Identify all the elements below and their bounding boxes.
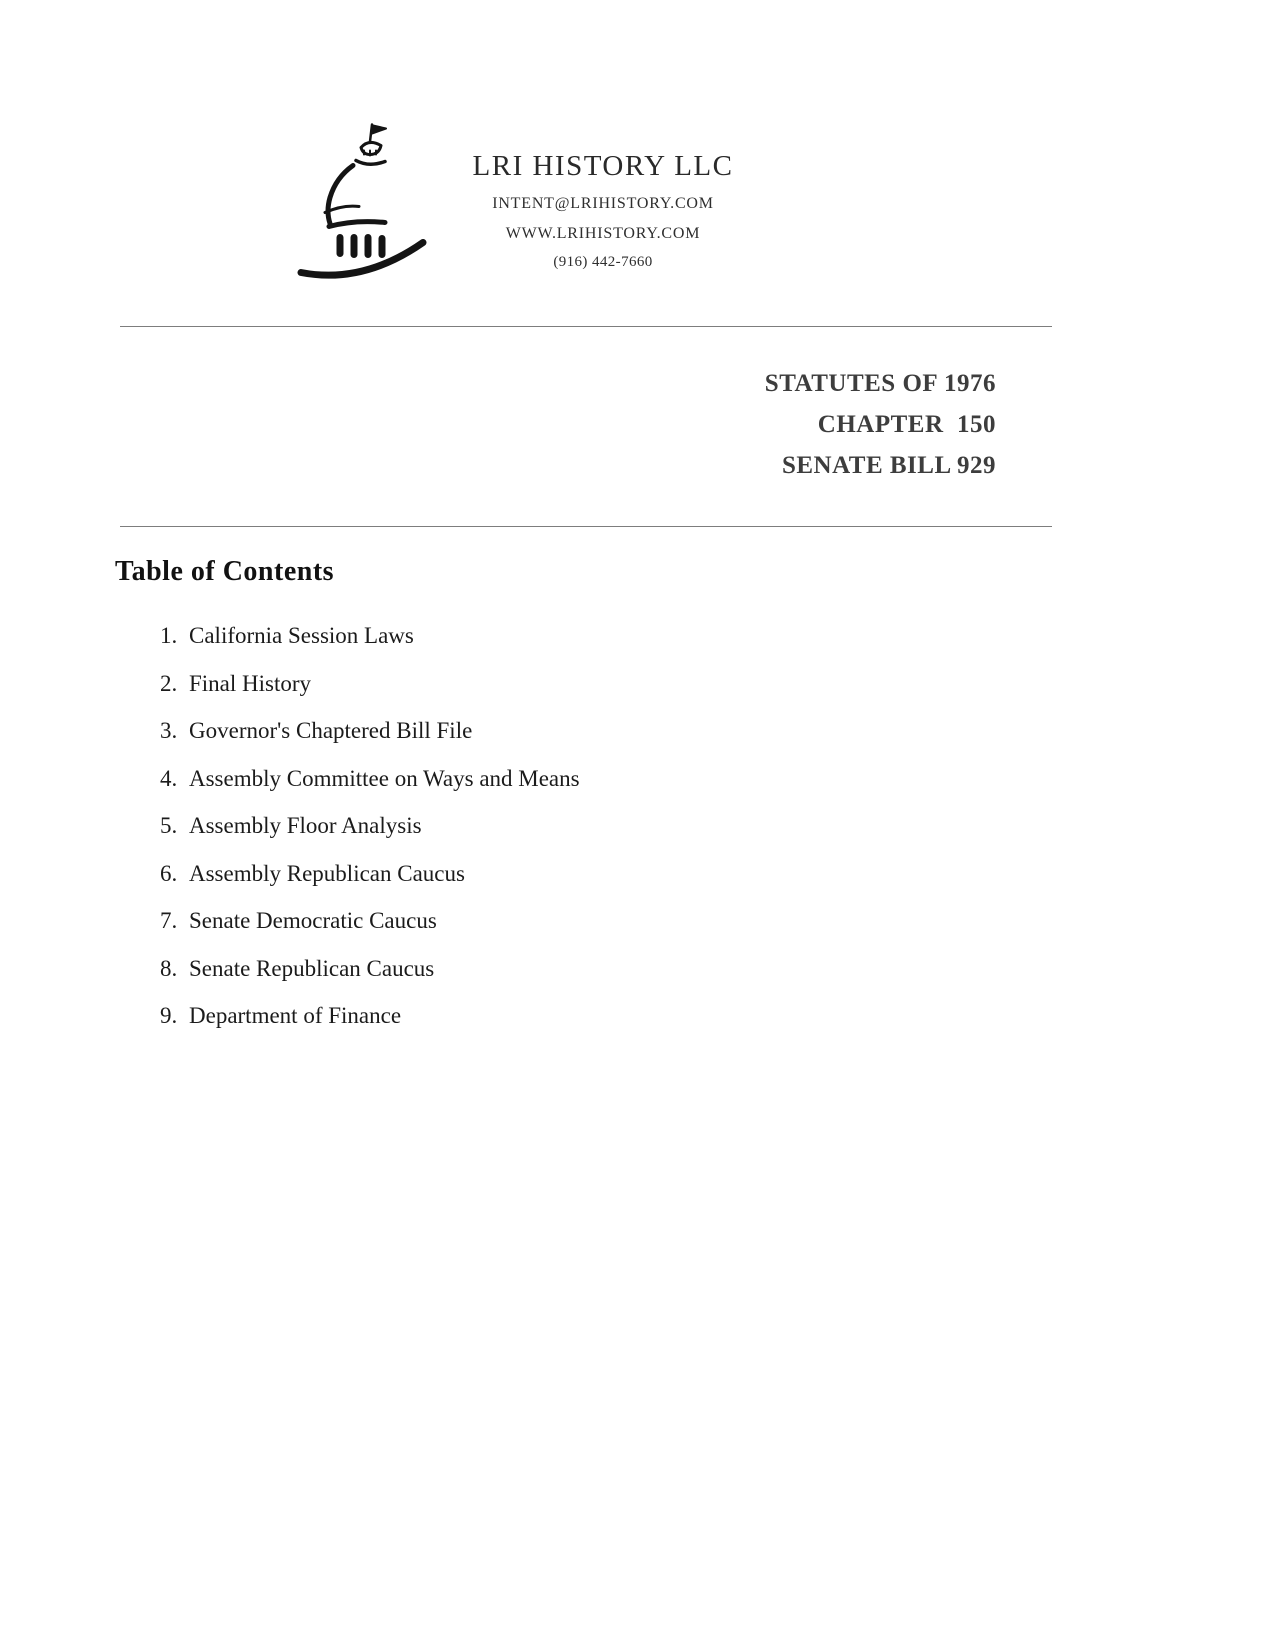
toc-item: 7. Senate Democratic Caucus	[183, 907, 580, 935]
toc-item: 9. Department of Finance	[183, 1002, 580, 1030]
chapter-line: CHAPTER 150	[817, 411, 996, 438]
horizontal-rule-top	[120, 326, 1052, 327]
document-title-block	[500, 363, 996, 486]
statutes-line: STATUTES OF 1976	[764, 370, 996, 397]
toc-item: 2. Final History	[183, 670, 580, 698]
toc-item: 5. Assembly Floor Analysis	[183, 812, 580, 840]
company-website: WWW.LRIHISTORY.COM	[505, 225, 701, 242]
senate-bill-line: SENATE BILL 929	[781, 452, 996, 479]
toc-item: 6. Assembly Republican Caucus	[183, 860, 580, 888]
company-name: LRI HISTORY LLC	[472, 150, 734, 182]
company-email: INTENT@LRIHISTORY.COM	[492, 195, 714, 212]
toc-item: 8. Senate Republican Caucus	[183, 955, 580, 983]
letterhead	[438, 150, 768, 271]
toc-item: 4. Assembly Committee on Ways and Means	[183, 765, 580, 793]
company-phone: (916) 442-7660	[553, 254, 653, 270]
toc-list	[143, 622, 580, 1050]
capitol-building-icon	[295, 118, 445, 283]
toc-heading: Table of Contents	[115, 556, 335, 587]
toc-item: 1. California Session Laws	[183, 622, 580, 650]
toc-item: 3. Governor's Chaptered Bill File	[183, 717, 580, 745]
horizontal-rule-bottom	[120, 526, 1052, 527]
